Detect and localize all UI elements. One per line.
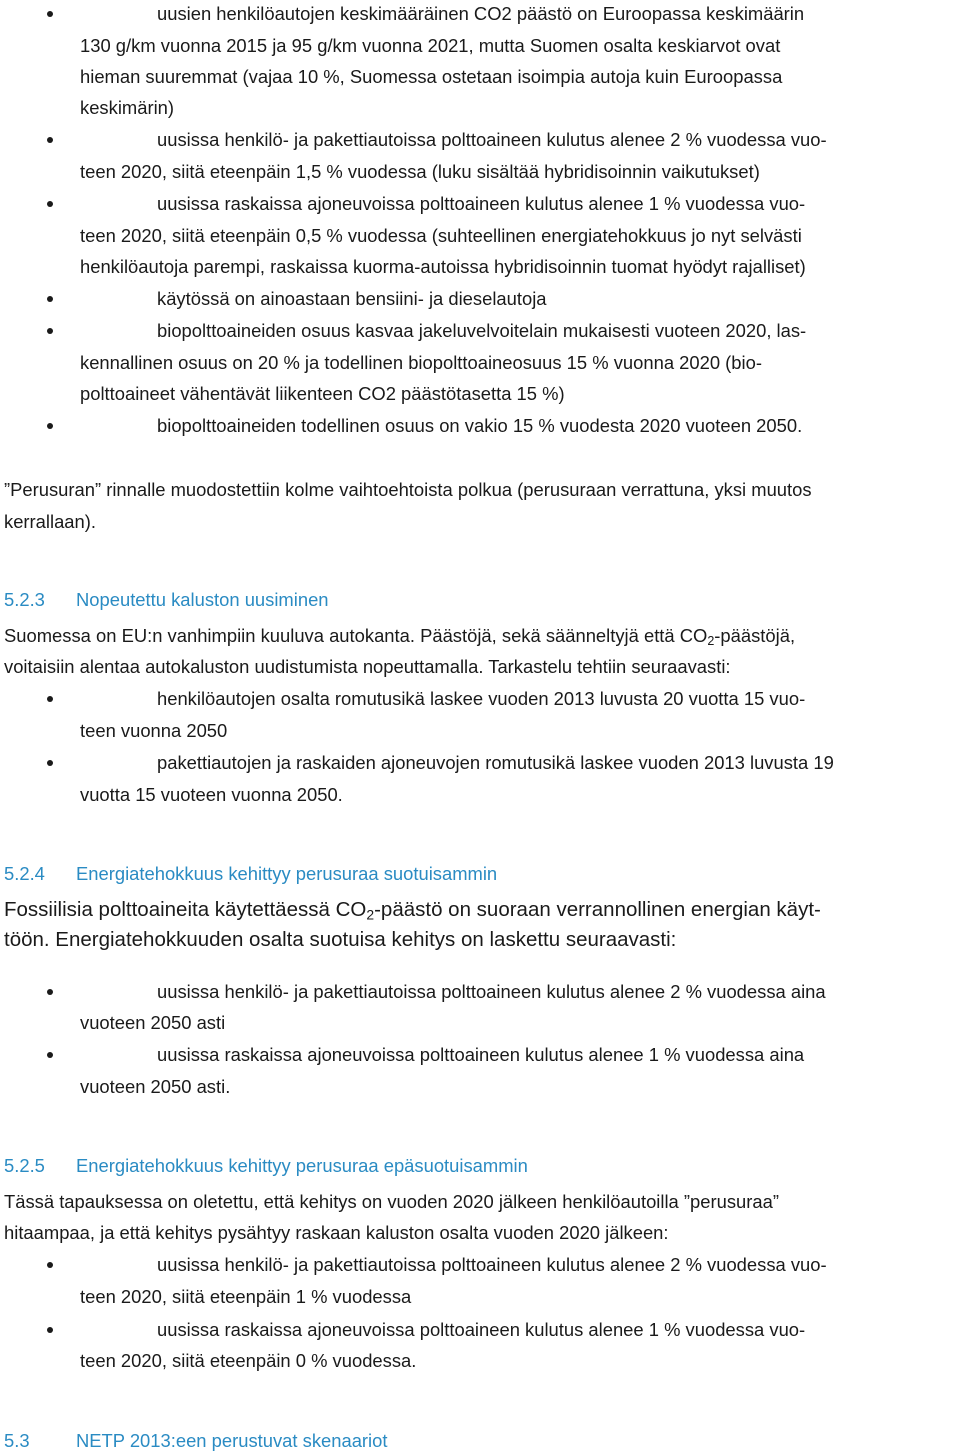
list-item-line: uusissa raskaissa ajoneuvoissa polttoaineen kulutus alenee 1 % vuodessa vuo- xyxy=(157,193,806,214)
list-item-line: henkilöautoja parempi, raskaissa kuorma-autoissa hybridisoinnin tuomat hyödyt rajalliset) xyxy=(80,256,806,277)
section-number: 5.3 xyxy=(4,1430,30,1451)
section-number: 5.2.3 xyxy=(4,589,45,610)
bullet-icon xyxy=(47,328,53,334)
bullet-icon xyxy=(47,296,53,302)
list-item-line: uusissa henkilö- ja pakettiautoissa polttoaineen kulutus alenee 2 % vuodessa vuo- xyxy=(157,1254,827,1275)
section-title: Nopeutettu kaluston uusiminen xyxy=(76,589,329,610)
bullet-icon xyxy=(47,1052,53,1058)
bullet-icon xyxy=(47,1262,53,1268)
paragraph-line: kerrallaan). xyxy=(4,511,96,532)
section-heading-5-2-5 xyxy=(4,1155,528,1177)
list-item-line: pakettiautojen ja raskaiden ajoneuvojen romutusikä laskee vuoden 2013 luvusta 19 xyxy=(157,752,834,773)
section-heading-5-2-4 xyxy=(4,863,497,885)
list-item-line: polttoaineet vähentävät liikenteen CO2 päästötasetta 15 %) xyxy=(80,383,565,404)
list-item-line: teen 2020, siitä eteenpäin 0 % vuodessa. xyxy=(80,1350,417,1371)
bullet-icon xyxy=(47,989,53,995)
section-title: Energiatehokkuus kehittyy perusuraa epäsuotuisammin xyxy=(76,1155,528,1176)
section-title: NETP 2013:een perustuvat skenaariot xyxy=(76,1430,388,1451)
list-item-line: kennallinen osuus on 20 % ja todellinen biopolttoaineosuus 15 % vuonna 2020 (bio- xyxy=(80,352,762,373)
list-item-line: teen 2020, siitä eteenpäin 0,5 % vuodessa (suhteellinen energiatehokkuus jo nyt selvästi xyxy=(80,225,802,246)
list-item-line: vuoteen 2050 asti xyxy=(80,1012,226,1033)
list-item-line: hieman suuremmat (vajaa 10 %, Suomessa ostetaan isoimpia autoja kuin Euroopassa xyxy=(80,66,783,87)
list-item-line: 130 g/km vuonna 2015 ja 95 g/km vuonna 2021, mutta Suomen osalta keskiarvot ovat xyxy=(80,35,781,56)
paragraph-line: Tässä tapauksessa on oletettu, että kehitys on vuoden 2020 jälkeen henkilöautoilla ”perusuraa” xyxy=(4,1191,779,1212)
paragraph-line: voitaisiin alentaa autokaluston uudistumista nopeuttamalla. Tarkastelu tehtiin seuraavasti: xyxy=(4,656,731,677)
list-item-line: teen vuonna 2050 xyxy=(80,720,228,741)
list-item-line: teen 2020, siitä eteenpäin 1 % vuodessa xyxy=(80,1286,412,1307)
list-item-line: uusien henkilöautojen keskimääräinen CO2 päästö on Euroopassa keskimäärin xyxy=(157,3,805,24)
paragraph-line: hitaampaa, ja että kehitys pysähtyy raskaan kaluston osalta vuoden 2020 jälkeen: xyxy=(4,1222,669,1243)
bullet-icon xyxy=(47,760,53,766)
section-title: Energiatehokkuus kehittyy perusuraa suotuisammin xyxy=(76,863,498,884)
list-item-line: henkilöautojen osalta romutusikä laskee vuoden 2013 luvusta 20 vuotta 15 vuo- xyxy=(157,688,806,709)
section-heading-5-2-3 xyxy=(4,589,329,611)
list-item-line: biopolttoaineiden osuus kasvaa jakeluvelvoitelain mukaisesti vuoteen 2020, las- xyxy=(157,320,807,341)
list-item-line: käytössä on ainoastaan bensiini- ja dieselautoja xyxy=(157,288,547,309)
list-item-line: uusissa raskaissa ajoneuvoissa polttoaineen kulutus alenee 1 % vuodessa aina xyxy=(157,1044,805,1065)
bullet-icon xyxy=(47,137,53,143)
list-item-line: keskimärin) xyxy=(80,97,175,118)
paragraph-line: töön. Energiatehokkuuden osalta suotuisa kehitys on laskettu seuraavasti: xyxy=(4,928,677,951)
list-item-line: uusissa henkilö- ja pakettiautoissa polttoaineen kulutus alenee 2 % vuodessa vuo- xyxy=(157,129,827,150)
bullet-icon xyxy=(47,696,53,702)
bullet-icon xyxy=(47,423,53,429)
bullet-icon xyxy=(47,1327,53,1333)
list-item-line: teen 2020, siitä eteenpäin 1,5 % vuodessa (luku sisältää hybridisoinnin vaikutukset) xyxy=(80,161,760,182)
list-item-line: uusissa raskaissa ajoneuvoissa polttoaineen kulutus alenee 1 % vuodessa vuo- xyxy=(157,1319,806,1340)
section-number: 5.2.4 xyxy=(4,863,45,884)
list-item-line: vuoteen 2050 asti. xyxy=(80,1076,231,1097)
paragraph-line: Fossiilisia polttoaineita käytettäessä $CO_2$-päästö on suoraan verrannollinen energian käyt- xyxy=(4,898,821,923)
list-item-line: vuotta 15 vuoteen vuonna 2050. xyxy=(80,784,343,805)
list-item-line: uusissa henkilö- ja pakettiautoissa polttoaineen kulutus alenee 2 % vuodessa aina xyxy=(157,981,826,1002)
bullet-icon xyxy=(47,201,53,207)
section-heading-5-3 xyxy=(4,1430,387,1452)
bullet-icon xyxy=(47,11,53,17)
paragraph-line: ”Perusuran” rinnalle muodostettiin kolme vaihtoehtoista polkua (perusuraan verrattuna, yksi muutos xyxy=(4,479,812,500)
list-item-line: biopolttoaineiden todellinen osuus on vakio 15 % vuodesta 2020 vuoteen 2050. xyxy=(157,415,803,436)
section-number: 5.2.5 xyxy=(4,1155,45,1176)
paragraph-line: Suomessa on EU:n vanhimpiin kuuluva autokanta. Päästöjä, sekä säänneltyjä että $CO_2$-päästöjä, xyxy=(4,625,796,649)
